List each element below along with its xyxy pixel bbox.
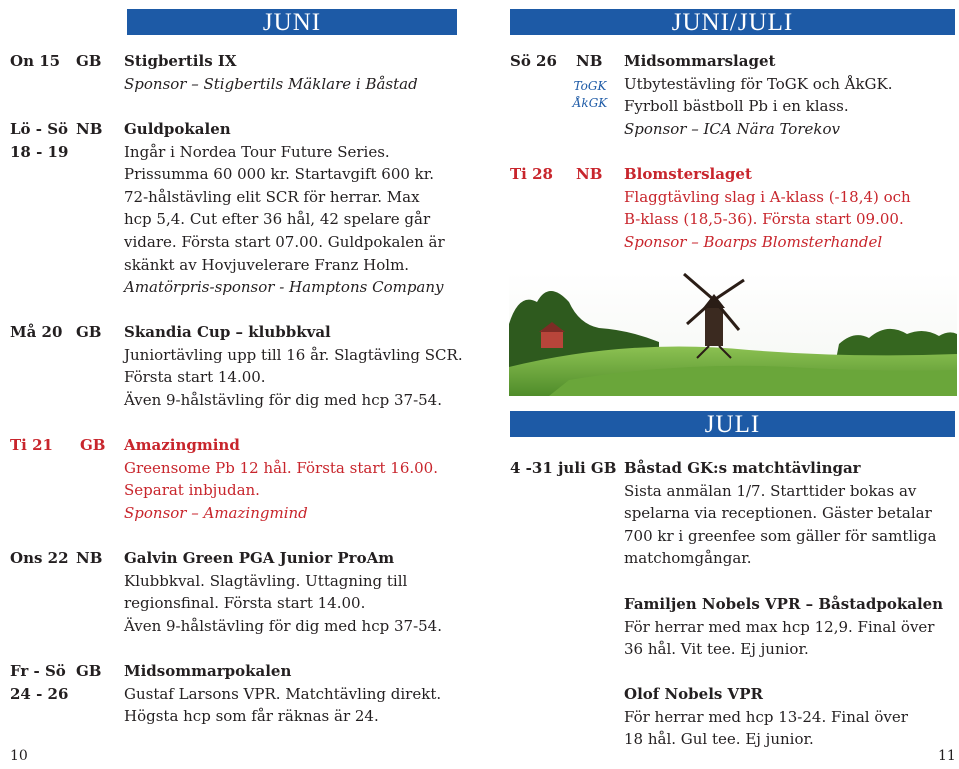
event-title: Skandia Cup – klubbkval bbox=[124, 323, 331, 341]
event-sponsor: Sponsor – Boarps Blomsterhandel bbox=[624, 232, 883, 251]
event-line: 700 kr i greenfee som gäller för samtliga bbox=[624, 526, 937, 545]
event-line: Även 9-hålstävling för dig med hcp 37-54. bbox=[124, 390, 442, 409]
event-line: Greensome Pb 12 hål. Första start 16.00. bbox=[124, 458, 438, 477]
event-title: Stigbertils IX bbox=[124, 52, 237, 70]
event-club: GB bbox=[76, 662, 102, 680]
windmill-photo-icon bbox=[509, 272, 957, 396]
event-date: Må 20 bbox=[10, 323, 63, 341]
event-title: Båstad GK:s matchtävlingar bbox=[624, 459, 861, 477]
event-line: Även 9-hålstävling för dig med hcp 37-54. bbox=[124, 616, 442, 635]
event-club: NB bbox=[576, 165, 603, 183]
event-title: Midsommarslaget bbox=[624, 52, 776, 70]
event-line: Juniortävling upp till 16 år. Slagtävling SCR. bbox=[124, 345, 463, 364]
event-title: Amazingmind bbox=[124, 436, 240, 454]
event-sponsor: Amatörpris-sponsor - Hamptons Company bbox=[124, 278, 444, 297]
event-club: NB bbox=[76, 549, 103, 567]
event-line: Separat inbjudan. bbox=[124, 481, 260, 500]
event-title: Olof Nobels VPR bbox=[624, 685, 763, 703]
event-line: Fyrboll bästboll Pb i en klass. bbox=[624, 97, 849, 116]
event-line: B-klass (18,5-36). Första start 09.00. bbox=[624, 210, 904, 229]
event-title: Familjen Nobels VPR – Båstadpokalen bbox=[624, 595, 944, 613]
event-date: On 15 bbox=[10, 52, 61, 70]
event-date: Fr - Sö bbox=[10, 662, 66, 680]
event-line: För herrar med hcp 13-24. Final över bbox=[624, 707, 908, 726]
event-line: Sista anmälan 1/7. Starttider bokas av bbox=[624, 481, 917, 500]
event-club: GB bbox=[76, 52, 102, 70]
banner-juni-juli: JUNI/JULI bbox=[510, 9, 955, 35]
event-club: GB bbox=[80, 436, 106, 454]
event-line: skänkt av Hovjuvelerare Franz Holm. bbox=[124, 255, 410, 274]
event-date: 4 -31 juli GB bbox=[510, 459, 617, 477]
event-club: GB bbox=[76, 323, 102, 341]
club-code: ToGK bbox=[573, 79, 607, 93]
page-number-right: 11 bbox=[938, 748, 956, 764]
event-line: Flaggtävling slag i A-klass (-18,4) och bbox=[624, 187, 911, 206]
event-line: 18 hål. Gul tee. Ej junior. bbox=[624, 730, 814, 749]
event-line: vidare. Första start 07.00. Guldpokalen är bbox=[124, 232, 445, 251]
banner-juli: JULI bbox=[510, 411, 955, 437]
banner-juni: JUNI bbox=[127, 9, 457, 35]
event-line: Prissumma 60 000 kr. Startavgift 600 kr. bbox=[124, 165, 435, 184]
event-line: regionsfinal. Första start 14.00. bbox=[124, 594, 366, 613]
event-date: Sö 26 bbox=[510, 52, 557, 70]
event-title: Midsommarpokalen bbox=[124, 662, 292, 680]
event-date: Ti 28 bbox=[510, 165, 553, 183]
windmill-golf-course-photo bbox=[509, 272, 957, 396]
event-club: NB bbox=[576, 52, 603, 70]
club-codes bbox=[568, 78, 612, 112]
event-line: Högsta hcp som får räknas är 24. bbox=[124, 707, 379, 726]
club-code: ÅkGK bbox=[572, 96, 608, 110]
event-title: Galvin Green PGA Junior ProAm bbox=[124, 549, 395, 567]
event-title: Guldpokalen bbox=[124, 120, 231, 138]
page-number-left: 10 bbox=[10, 748, 28, 764]
event-line: Klubbkval. Slagtävling. Uttagning till bbox=[124, 571, 408, 590]
event-line: Ingår i Nordea Tour Future Series. bbox=[124, 142, 390, 161]
event-line: För herrar med max hcp 12,9. Final över bbox=[624, 617, 935, 636]
event-date: Lö - Sö bbox=[10, 120, 69, 138]
event-line: hcp 5,4. Cut efter 36 hål, 42 spelare går bbox=[124, 210, 431, 229]
event-sponsor: Sponsor – Stigbertils Mäklare i Båstad bbox=[124, 74, 418, 93]
event-line: Gustaf Larsons VPR. Matchtävling direkt. bbox=[124, 684, 442, 703]
event-date-line2: 18 - 19 bbox=[10, 142, 69, 161]
event-date: Ons 22 bbox=[10, 549, 69, 567]
event-line: Utbytestävling för ToGK och ÅkGK. bbox=[624, 74, 893, 93]
event-title: Blomsterslaget bbox=[624, 165, 752, 183]
event-line: 36 hål. Vit tee. Ej junior. bbox=[624, 640, 809, 659]
event-line: Första start 14.00. bbox=[124, 368, 266, 387]
event-line: matchomgångar. bbox=[624, 549, 752, 568]
event-date: Ti 21 bbox=[10, 436, 53, 454]
event-sponsor: Sponsor – ICA Nära Torekov bbox=[624, 119, 840, 138]
event-line: spelarna via receptionen. Gäster betalar bbox=[624, 504, 932, 523]
event-line: 72-hålstävling elit SCR för herrar. Max bbox=[124, 187, 420, 206]
event-club: NB bbox=[76, 120, 103, 138]
event-date-line2: 24 - 26 bbox=[10, 684, 69, 703]
event-sponsor: Sponsor – Amazingmind bbox=[124, 503, 308, 522]
